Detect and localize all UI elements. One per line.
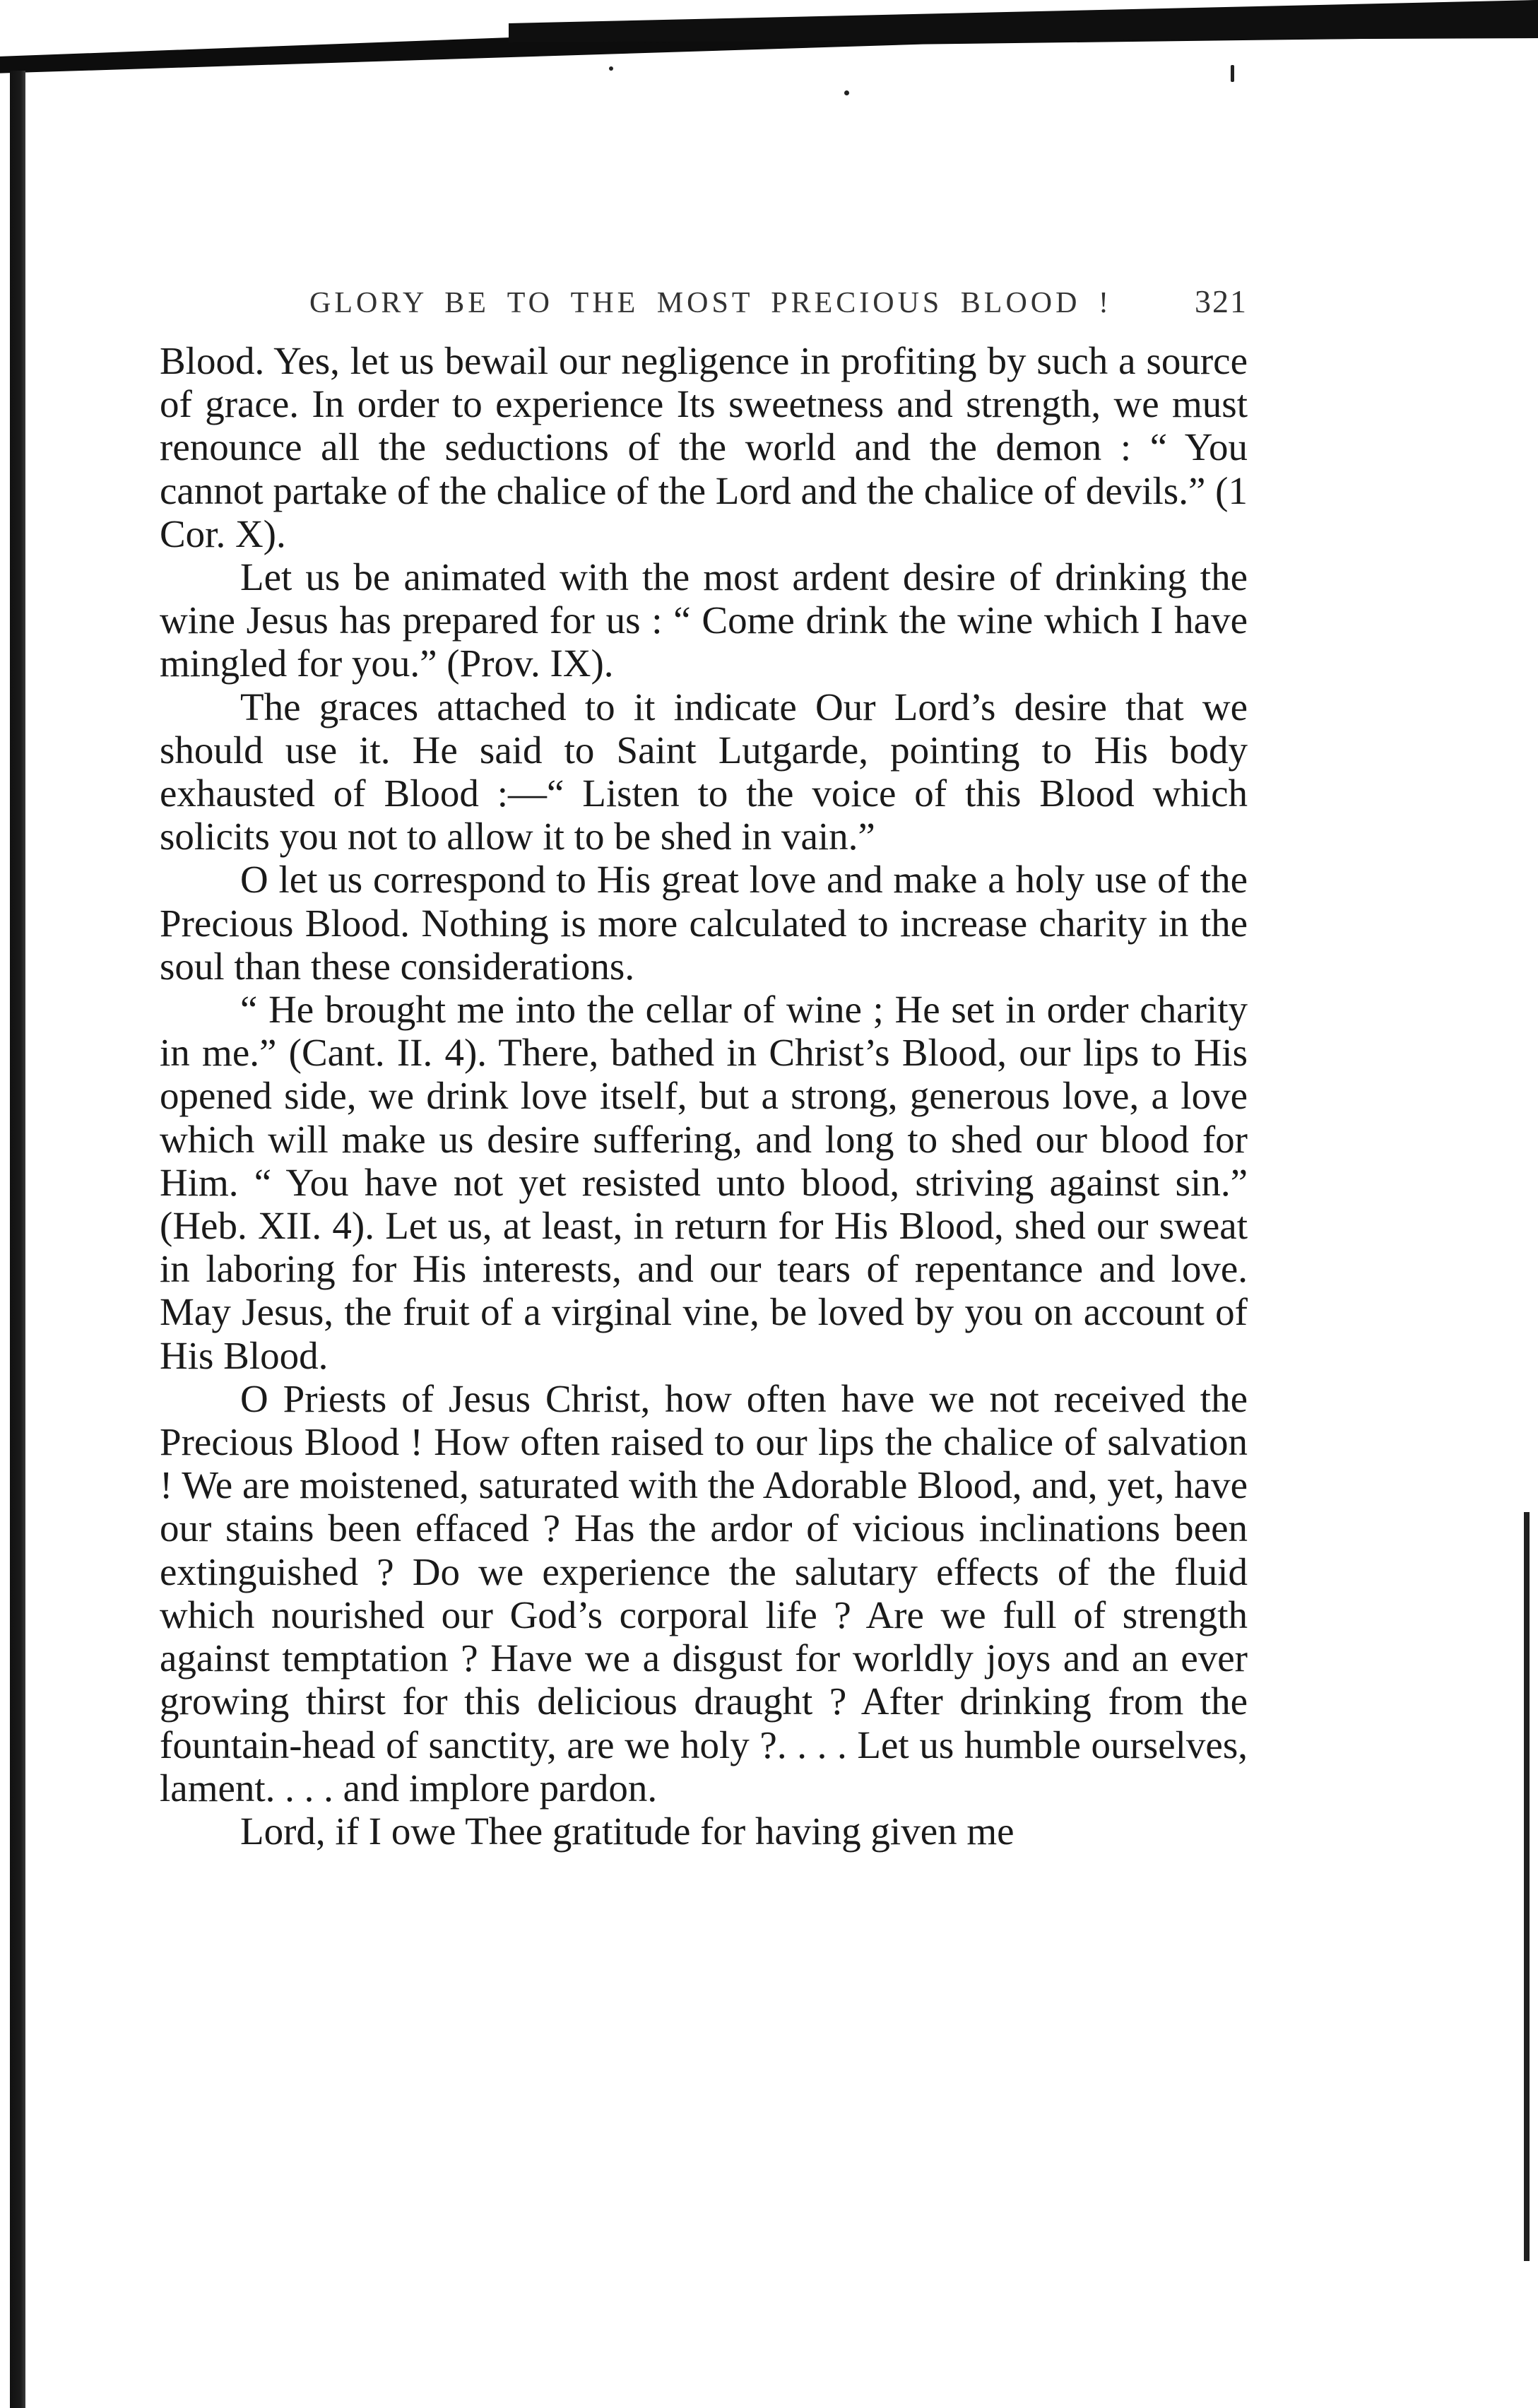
paragraph: O Priests of Jesus Christ, how often have we not received the Precious Blood ! How often raised to our lips the chalice of salvation ! We are moistened, saturated with the Adorable Blood, and, yet, have our stains been effaced ? Has the ardor of vicious inclinations been extinguished ? Do we experience the salutary effects of the fluid which nourished our God’s corporal life ? Are we full of strength against temptation ? Have we a disgust for worldly joys and an ever growing thirst for this delicious draught ? After drinking from the fountain-head of sanctity, are we holy ?. . . . Let us humble ourselves, lament. . . . and implore pardon. [160,1376,1248,1810]
body-text [160,339,1248,1853]
scan-shadow-top-heavy [509,0,1538,42]
paragraph: The graces attached to it indicate Our Lord’s desire that we should use it. He said to Saint Lutgarde, pointing to His body exhausted of Blood :—“ Listen to the voice of this Blood which solicits you not to allow it to be shed in vain.” [160,685,1248,858]
scan-shadow-right [1524,1512,1530,2261]
scan-shadow-left [10,71,25,2408]
scan-speck [1231,65,1234,82]
paragraph: “ He brought me into the cellar of wine ; He set in order charity in me.” (Cant. II. 4). There, bathed in Christ’s Blood, our lips to His opened side, we drink love itself, but a strong, generous love, a love which will make us desire suffering, and long to shed our blood for Him. “ You have not yet resisted unto blood, striving against sin.” (Heb. XII. 4). Let us, at least, in return for His Blood, shed our sweat in laboring for His interests, and our tears of repentance and love. May Jesus, the fruit of a virginal vine, be loved by you on account of His Blood. [160,988,1248,1377]
page-number: 321 [1195,283,1248,319]
scan-speck [609,66,613,71]
paragraph: Lord, if I owe Thee gratitude for having given me [240,1809,1015,1853]
scan-speck [844,90,849,95]
running-head [160,283,1248,339]
paragraph: O let us correspond to His great love and make a holy use of the Precious Blood. Nothing is more calculated to increase charity in the soul than these considerations. [160,858,1248,988]
running-title: GLORY BE TO THE MOST PRECIOUS BLOOD ! [309,287,1112,319]
paragraph: Let us be animated with the most ardent desire of drinking the wine Jesus has prepared for us : “ Come drink the wine which I have mingled for you.” (Prov. IX). [160,555,1248,685]
book-page [160,283,1248,1853]
paragraph: Blood. Yes, let us bewail our negligence in profiting by such a source of grace. In order to experience Its sweetness and strength, we must renounce all the seductions of the world and the demon : “ You cannot partake of the chalice of the Lord and the chalice of devils.” (1 Cor. X). [160,339,1248,555]
